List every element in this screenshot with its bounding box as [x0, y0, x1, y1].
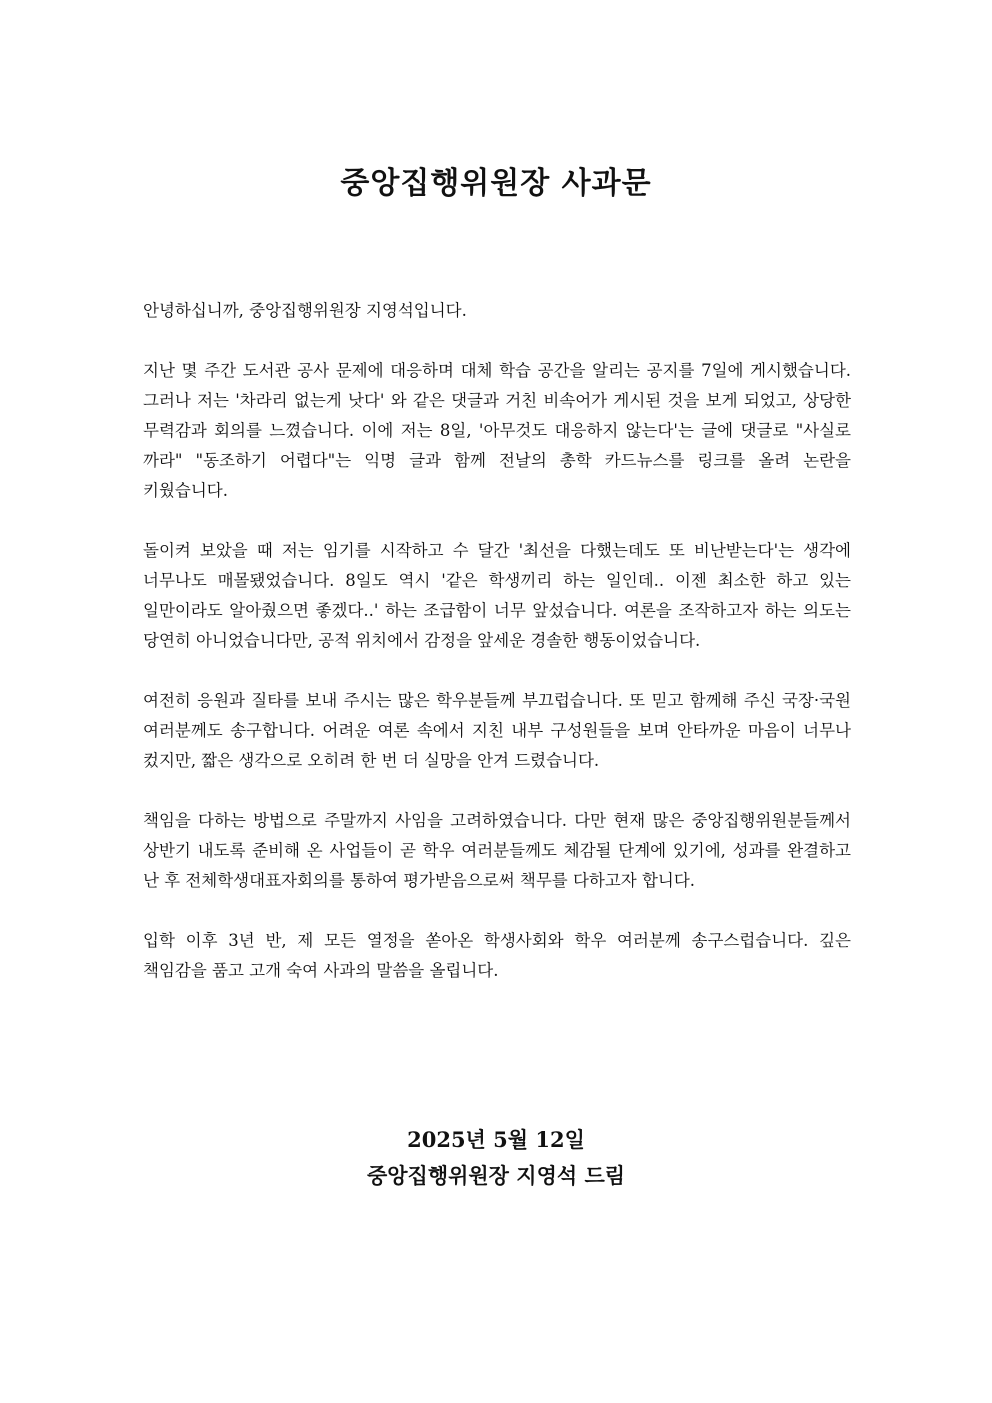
paragraph-1: 지난 몇 주간 도서관 공사 문제에 대응하며 대체 학습 공간을 알리는 공지를 7일에 게시했습니다. 그러나 저는 '차라리 없는게 낫다' 와 같은 댓글과 거친 비속어가 게시된 것을 보게 되었고, 상당한 무력감과 회의를 느꼈습니다. 이에 저는 8일, '아무것도 대응하지 않는다'는 글에 댓글로 "사실로 까라" "동조하기 어렵다"는 익명 글과 함께 전날의 총학 카드뉴스를 링크를 올려 논란을 키웠습니다.: [143, 361, 851, 500]
closing-block: [0, 1122, 992, 1194]
document-date: 2025년 5월 12일: [407, 1127, 585, 1152]
paragraph-2: 돌이켜 보았을 때 저는 임기를 시작하고 수 달간 '최선을 다했는데도 또 비난받는다'는 생각에 너무나도 매몰됐었습니다. 8일도 역시 '같은 학생끼리 하는 일인데.. 이젠 최소한 하고 있는 일만이라도 알아줬으면 좋겠다..' 하는 조급함이 너무 앞섰습니다. 여론을 조작하고자 하는 의도는 당연히 아니었습니다만, 공적 위치에서 감정을 앞세운 경솔한 행동이었습니다.: [143, 541, 851, 650]
greeting-line: 안녕하십니까, 중앙집행위원장 지영석입니다.: [143, 301, 467, 320]
paragraph-3: 여전히 응원과 질타를 보내 주시는 많은 학우분들께 부끄럽습니다. 또 믿고 함께해 주신 국장·국원 여러분께도 송구합니다. 어려운 여론 속에서 지친 내부 구성원들을 보며 안타까운 마음이 너무나 컸지만, 짧은 생각으로 오히려 한 번 더 실망을 안겨 드렸습니다.: [143, 691, 851, 770]
paragraph-4: 책임을 다하는 방법으로 주말까지 사임을 고려하였습니다. 다만 현재 많은 중앙집행위원분들께서 상반기 내도록 준비해 온 사업들이 곧 학우 여러분들께도 체감될 단계에 있기에, 성과를 완결하고 난 후 전체학생대표자회의를 통하여 평가받음으로써 책무를 다하고자 합니다.: [143, 811, 851, 890]
signature-line: 중앙집행위원장 지영석 드림: [366, 1163, 626, 1188]
document-body: [143, 296, 851, 1016]
paragraph-5: 입학 이후 3년 반, 제 모든 열정을 쏟아온 학생사회와 학우 여러분께 송구스럽습니다. 깊은 책임감을 품고 고개 숙여 사과의 말씀을 올립니다.: [143, 931, 851, 980]
document-title: 중앙집행위원장 사과문: [340, 166, 652, 201]
